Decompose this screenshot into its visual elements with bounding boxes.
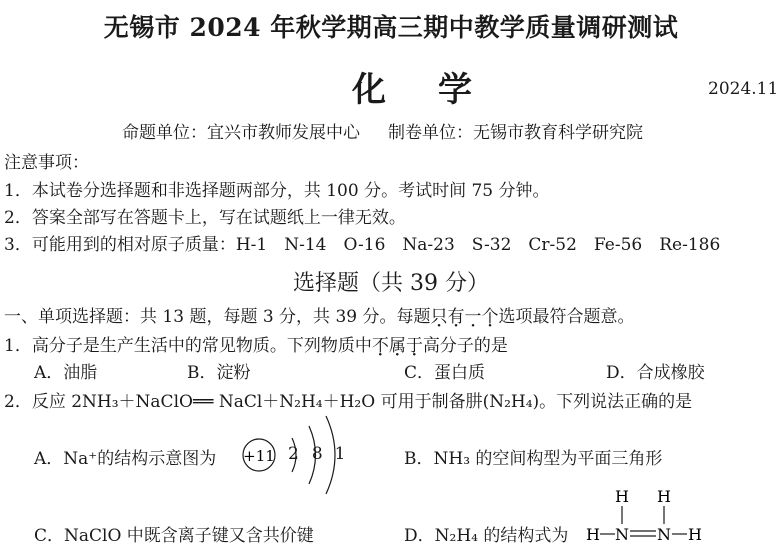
- emphasis-char: 一: [464, 307, 482, 327]
- exam-units: [122, 118, 643, 143]
- q1-option-a: A．油脂: [34, 363, 98, 383]
- q2-option-b: B．NH₃ 的空间构型为平面三角形: [404, 449, 663, 469]
- printing-unit: 制卷单位：无锡市教育科学研究院: [388, 123, 643, 143]
- notes-heading: 注意事项：: [4, 153, 89, 173]
- atom-h: H: [586, 525, 600, 544]
- subject-title: 化学: [352, 70, 524, 110]
- question-1-stem: 1．高分子是生产生活中的常见物质。下列物质中不属于高分子的是: [4, 336, 508, 356]
- q1-option-b: B．淀粉: [187, 363, 251, 383]
- shell-count-1: 2: [288, 444, 299, 464]
- emphasis-char: 不: [371, 336, 389, 356]
- emphasis-char: 只: [430, 307, 448, 327]
- atom-h: H: [615, 487, 629, 506]
- q2-option-d: D．N₂H₄ 的结构式为: [404, 526, 569, 546]
- shell-count-3: 1: [334, 444, 346, 464]
- section-title: 选择题（共 39 分）: [293, 271, 489, 296]
- shell-count-2: 8: [311, 444, 323, 464]
- nucleus-charge: +11: [243, 447, 275, 465]
- exam-date: 2024.11: [708, 79, 779, 99]
- q1-option-d: D．合成橡胶: [606, 363, 705, 383]
- atom-n: N: [615, 525, 629, 544]
- electron-counts: [288, 444, 345, 464]
- q2-option-a: A．Na⁺的结构示意图为: [34, 449, 217, 469]
- note-item-2: 2．答案全部写在答题卡上，写在试题纸上一律无效。: [4, 208, 406, 228]
- note-item-1: 1．本试卷分选择题和非选择题两部分，共 100 分。考试时间 75 分钟。: [4, 181, 550, 201]
- exam-title: 无锡市 2024 年秋学期高三期中教学质量调研测试: [103, 13, 679, 42]
- atom-n: N: [657, 525, 671, 544]
- proposition-unit: 命题单位：宜兴市教师发展中心: [122, 123, 360, 143]
- emphasis-char: 于: [405, 336, 423, 356]
- atom-h: H: [688, 525, 702, 544]
- q1-option-c: C．蛋白质: [404, 363, 486, 383]
- section-instruction: 一、单项选择题：共 13 题，每题 3 分，共 39 分。每题只有一个选项最符合题意。: [4, 307, 635, 327]
- note-item-3: 3．可能用到的相对原子质量：H-1 N-14 O-16 Na-23 S-32 Cr-52 Fe-56 Re-186: [4, 235, 721, 255]
- emphasis-char: 属: [388, 336, 406, 356]
- atom-h: H: [657, 487, 671, 506]
- emphasis-char: 个: [481, 307, 499, 327]
- emphasis-char: 有: [447, 307, 465, 327]
- question-2-stem: 2．反应 2NH₃＋NaClO══ NaCl＋N₂H₄＋H₂O 可用于制备肼(N₂H₄)。下列说法正确的是: [4, 392, 693, 412]
- hydrazine-structural-formula: [588, 486, 718, 550]
- q2-option-c: C．NaClO 中既含离子键又含共价键: [34, 526, 314, 546]
